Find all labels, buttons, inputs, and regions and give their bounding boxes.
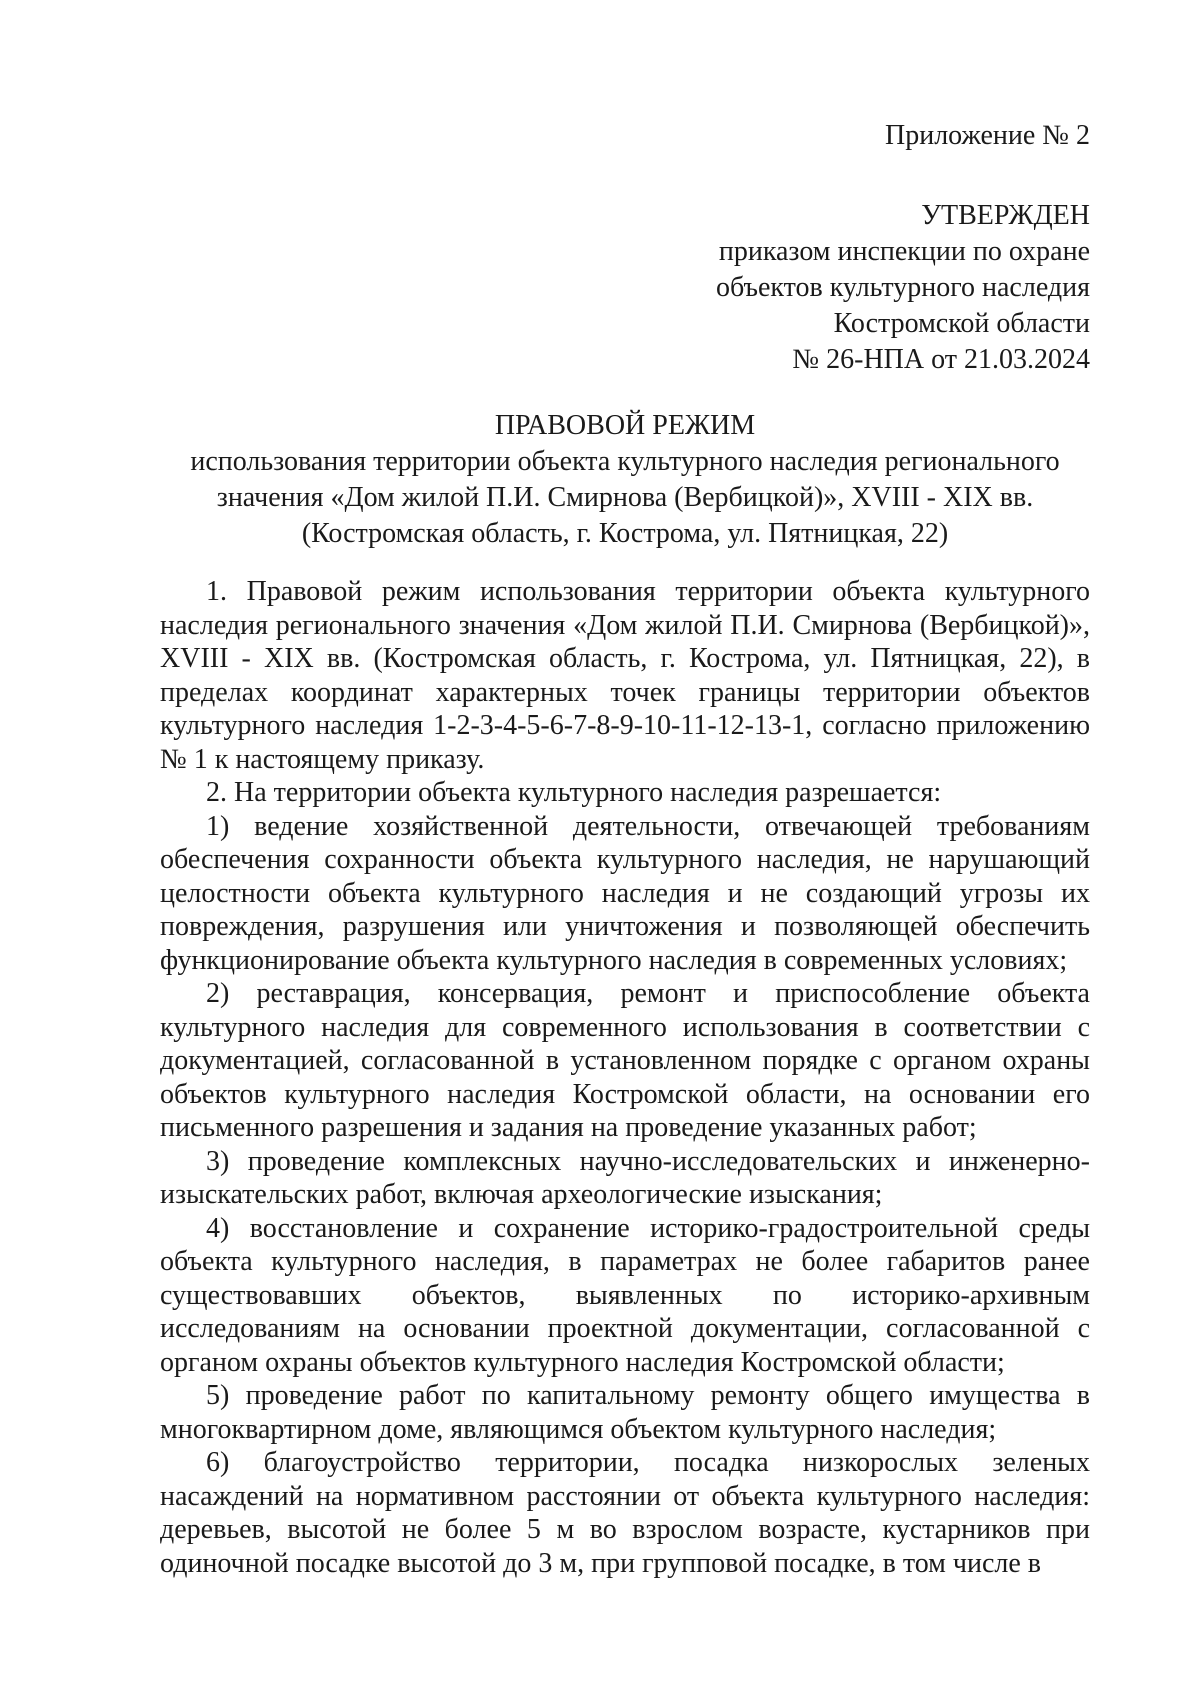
list-item-3: 3) проведение комплексных научно-исследовательских и инженерно-изыскательских работ, включая археологические изыскания; [160,1145,1090,1210]
document-subtitle-line-2: значения «Дом жилой П.И. Смирнова (Вербицкой)», XVIII - XIX вв. [216,482,1034,513]
approval-line-1: приказом инспекции по охране [718,236,1090,267]
document-subtitle-line-3: (Костромская область, г. Кострома, ул. Пятницкая, 22) [301,518,949,549]
list-item-4: 4) восстановление и сохранение историко-градостроительной среды объекта культурного наследия, в параметрах не более габаритов ранее существовавших объектов, выявленных по историко-архивным исследованиям на основании проектной документации, согласованной с органом охраны объектов культурного наследия Костромской области; [160,1212,1090,1378]
list-item-6: 6) благоустройство территории, посадка низкорослых зеленых насаждений на нормативном расстоянии от объекта культурного наследия: деревьев, высотой не более 5 м во взрослом возрасте, кустарников при одиночной посадке высотой до 3 м, при групповой посадке, в том числе в [160,1447,1090,1579]
document-subtitle-line-1: использования территории объекта культурного наследия регионального [190,446,1060,477]
list-item-5: 5) проведение работ по капитальному ремонту общего имущества в многоквартирном доме, являющимся объектом культурного наследия; [160,1380,1090,1445]
paragraph-1: 1. Правовой режим использования территории объекта культурного наследия регионального значения «Дом жилой П.И. Смирнова (Вербицкой)», XVIII - XIX вв. (Костромская область, г. Кострома, ул. Пятницкая, 22), в пределах координат характерных точек границы территории объектов культурного наследия 1-2-3-4-5-6-7-8-9-10-11-12-13-1, согласно приложению № 1 к настоящему приказу. [160,576,1090,775]
document-title: ПРАВОВОЙ РЕЖИМ [494,410,756,441]
approval-line-2: объектов культурного наследия [715,272,1090,303]
appendix-label: Приложение № 2 [885,120,1090,151]
list-item-2: 2) реставрация, консервация, ремонт и приспособление объекта культурного наследия для современного использования в соответствии с документацией, согласованной в установленном порядке с органом охраны объектов культурного наследия Костромской области, на основании его письменного разрешения и задания на проведение указанных работ; [160,978,1090,1143]
document-title-block [160,408,1090,552]
paragraph-2: 2. На территории объекта культурного наследия разрешается: [206,777,942,808]
approval-header [716,118,1090,378]
order-number: № 26-НПА от 21.03.2024 [792,344,1090,375]
list-item-1: 1) ведение хозяйственной деятельности, отвечающей требованиям обеспечения сохранности объекта культурного наследия, не нарушающий целостности объекта культурного наследия и не создающий угрозы их повреждения, разрушения или уничтожения и позволяющей обеспечить функционирование объекта культурного наследия в современных условиях; [160,810,1090,976]
approved-label: УТВЕРЖДЕН [921,200,1090,231]
document-body [160,575,1090,1580]
approval-line-3: Костромской области [833,308,1090,339]
